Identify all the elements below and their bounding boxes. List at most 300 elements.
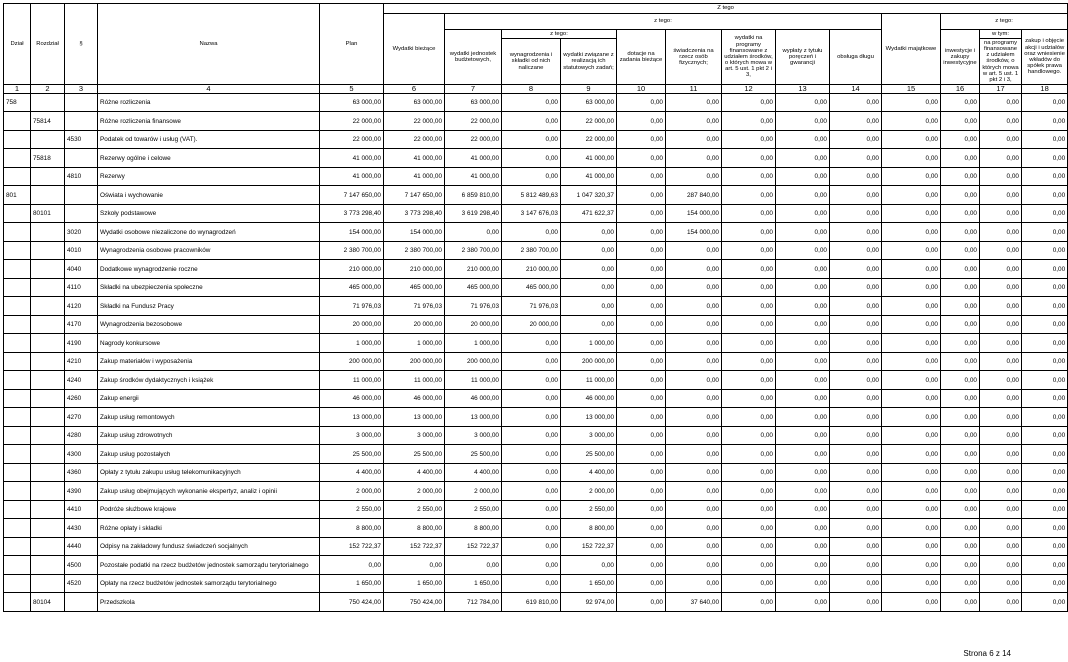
- programy-cell: 0,00: [722, 593, 776, 612]
- dzial-cell: [4, 519, 31, 538]
- dotacje-cell: 0,00: [617, 556, 666, 575]
- dzial-cell: 801: [4, 186, 31, 205]
- budget-table: [3, 3, 1068, 612]
- column-number: 8: [502, 85, 561, 94]
- zakup-akcji-cell: 0,00: [1022, 297, 1068, 316]
- obsluga-dlugu-cell: 0,00: [830, 334, 882, 353]
- wynagrodzenia-cell: 3 147 676,03: [502, 204, 561, 223]
- nazwa-cell: Odpisy na zakładowy fundusz świadczeń socjalnych: [98, 537, 320, 556]
- wydatki-biezace-cell: 465 000,00: [384, 278, 445, 297]
- swiadczenia-cell: 0,00: [666, 371, 722, 390]
- swiadczenia-cell: 0,00: [666, 556, 722, 575]
- programy-majatkowe-cell: 0,00: [980, 500, 1022, 519]
- wynagrodzenia-cell: 0,00: [502, 408, 561, 427]
- swiadczenia-cell: 0,00: [666, 93, 722, 112]
- table-row: [4, 537, 1068, 556]
- programy-majatkowe-cell: 0,00: [980, 93, 1022, 112]
- wydatki-biezace-cell: 200 000,00: [384, 352, 445, 371]
- paragraf-cell: 3020: [65, 223, 98, 242]
- zakup-akcji-cell: 0,00: [1022, 223, 1068, 242]
- nazwa-cell: Rezerwy: [98, 167, 320, 186]
- wydatki-biezace-cell: 3 773 298,40: [384, 204, 445, 223]
- column-number: 7: [445, 85, 502, 94]
- inwestycje-cell: 0,00: [941, 593, 980, 612]
- header-plan: Plan: [320, 4, 384, 85]
- rozdzial-cell: 80101: [31, 204, 65, 223]
- wydatki-majatkowe-cell: 0,00: [882, 204, 941, 223]
- paragraf-cell: [65, 204, 98, 223]
- poreczenia-cell: 0,00: [776, 241, 830, 260]
- obsluga-dlugu-cell: 0,00: [830, 408, 882, 427]
- paragraf-cell: 4430: [65, 519, 98, 538]
- rozdzial-cell: [31, 389, 65, 408]
- obsluga-dlugu-cell: 0,00: [830, 278, 882, 297]
- table-row: [4, 223, 1068, 242]
- nazwa-cell: Przedszkola: [98, 593, 320, 612]
- wydatki-jednostek-cell: 3 000,00: [445, 426, 502, 445]
- table-row: [4, 149, 1068, 168]
- dzial-cell: [4, 334, 31, 353]
- paragraf-cell: 4360: [65, 463, 98, 482]
- inwestycje-cell: 0,00: [941, 371, 980, 390]
- paragraf-cell: 4260: [65, 389, 98, 408]
- poreczenia-cell: 0,00: [776, 130, 830, 149]
- wydatki-biezace-cell: 11 000,00: [384, 371, 445, 390]
- programy-majatkowe-cell: 0,00: [980, 408, 1022, 427]
- wydatki-statutowe-cell: 2 550,00: [561, 500, 617, 519]
- table-row: [4, 112, 1068, 131]
- inwestycje-cell: 0,00: [941, 315, 980, 334]
- table-row: [4, 426, 1068, 445]
- plan-cell: 2 000,00: [320, 482, 384, 501]
- wydatki-jednostek-cell: 200 000,00: [445, 352, 502, 371]
- table-row: [4, 371, 1068, 390]
- inwestycje-cell: 0,00: [941, 167, 980, 186]
- wydatki-majatkowe-cell: 0,00: [882, 408, 941, 427]
- swiadczenia-cell: 0,00: [666, 352, 722, 371]
- poreczenia-cell: 0,00: [776, 223, 830, 242]
- plan-cell: 41 000,00: [320, 149, 384, 168]
- zakup-akcji-cell: 0,00: [1022, 574, 1068, 593]
- programy-majatkowe-cell: 0,00: [980, 371, 1022, 390]
- swiadczenia-cell: 0,00: [666, 297, 722, 316]
- rozdzial-cell: [31, 278, 65, 297]
- wydatki-biezace-cell: 41 000,00: [384, 167, 445, 186]
- nazwa-cell: Różne rozliczenia finansowe: [98, 112, 320, 131]
- wydatki-jednostek-cell: 712 784,00: [445, 593, 502, 612]
- dotacje-cell: 0,00: [617, 297, 666, 316]
- nazwa-cell: Składki na ubezpieczenia społeczne: [98, 278, 320, 297]
- header-paragraf: §: [65, 4, 98, 85]
- column-number: 12: [722, 85, 776, 94]
- poreczenia-cell: 0,00: [776, 389, 830, 408]
- table-row: [4, 167, 1068, 186]
- header-wynagrodzenia: wynagrodzenia i składki od nich naliczane: [502, 39, 561, 85]
- programy-cell: 0,00: [722, 500, 776, 519]
- paragraf-cell: 4500: [65, 556, 98, 575]
- obsluga-dlugu-cell: 0,00: [830, 112, 882, 131]
- column-number: 14: [830, 85, 882, 94]
- plan-cell: 22 000,00: [320, 112, 384, 131]
- programy-majatkowe-cell: 0,00: [980, 593, 1022, 612]
- swiadczenia-cell: 0,00: [666, 482, 722, 501]
- header-inwestycje: inwestycje i zakupy inwestycyjne: [941, 30, 980, 85]
- programy-cell: 0,00: [722, 315, 776, 334]
- table-row: [4, 500, 1068, 519]
- nazwa-cell: Wydatki osobowe niezaliczone do wynagrodzeń: [98, 223, 320, 242]
- wynagrodzenia-cell: 0,00: [502, 537, 561, 556]
- poreczenia-cell: 0,00: [776, 260, 830, 279]
- wydatki-majatkowe-cell: 0,00: [882, 537, 941, 556]
- inwestycje-cell: 0,00: [941, 130, 980, 149]
- poreczenia-cell: 0,00: [776, 482, 830, 501]
- header-swiadczenia: świadczenia na rzecz osób fizycznych;: [666, 30, 722, 85]
- header-nazwa: Nazwa: [98, 4, 320, 85]
- wydatki-statutowe-cell: 1 650,00: [561, 574, 617, 593]
- swiadczenia-cell: 287 840,00: [666, 186, 722, 205]
- swiadczenia-cell: 0,00: [666, 278, 722, 297]
- dzial-cell: [4, 574, 31, 593]
- zakup-akcji-cell: 0,00: [1022, 352, 1068, 371]
- dzial-cell: [4, 482, 31, 501]
- nazwa-cell: Rezerwy ogólne i celowe: [98, 149, 320, 168]
- obsluga-dlugu-cell: 0,00: [830, 593, 882, 612]
- rozdzial-cell: [31, 334, 65, 353]
- dotacje-cell: 0,00: [617, 130, 666, 149]
- header-w-tym: w tym:: [980, 30, 1022, 39]
- paragraf-cell: 4240: [65, 371, 98, 390]
- dzial-cell: [4, 260, 31, 279]
- wynagrodzenia-cell: 0,00: [502, 112, 561, 131]
- zakup-akcji-cell: 0,00: [1022, 408, 1068, 427]
- rozdzial-cell: [31, 297, 65, 316]
- wydatki-majatkowe-cell: 0,00: [882, 371, 941, 390]
- obsluga-dlugu-cell: 0,00: [830, 500, 882, 519]
- poreczenia-cell: 0,00: [776, 93, 830, 112]
- wydatki-majatkowe-cell: 0,00: [882, 260, 941, 279]
- obsluga-dlugu-cell: 0,00: [830, 260, 882, 279]
- poreczenia-cell: 0,00: [776, 426, 830, 445]
- table-row: [4, 463, 1068, 482]
- wydatki-statutowe-cell: 46 000,00: [561, 389, 617, 408]
- swiadczenia-cell: 154 000,00: [666, 204, 722, 223]
- wydatki-majatkowe-cell: 0,00: [882, 315, 941, 334]
- dzial-cell: [4, 352, 31, 371]
- rozdzial-cell: [31, 463, 65, 482]
- rozdzial-cell: [31, 426, 65, 445]
- wynagrodzenia-cell: 0,00: [502, 463, 561, 482]
- header-z-tego-majatkowe: z tego:: [941, 14, 1068, 30]
- paragraf-cell: 4010: [65, 241, 98, 260]
- table-row: [4, 445, 1068, 464]
- header-z-tego: Z tego: [384, 4, 1068, 14]
- header-programy-majatkowe: na programy finansowane z udziałem środków, o których mowa w art. 5 ust. 1 pkt 2 i 3,: [980, 39, 1022, 85]
- swiadczenia-cell: 0,00: [666, 500, 722, 519]
- programy-majatkowe-cell: 0,00: [980, 426, 1022, 445]
- inwestycje-cell: 0,00: [941, 556, 980, 575]
- wydatki-statutowe-cell: 0,00: [561, 241, 617, 260]
- paragraf-cell: 4040: [65, 260, 98, 279]
- wydatki-majatkowe-cell: 0,00: [882, 93, 941, 112]
- wydatki-jednostek-cell: 46 000,00: [445, 389, 502, 408]
- column-number: 11: [666, 85, 722, 94]
- dotacje-cell: 0,00: [617, 149, 666, 168]
- wydatki-statutowe-cell: 11 000,00: [561, 371, 617, 390]
- zakup-akcji-cell: 0,00: [1022, 186, 1068, 205]
- table-row: [4, 389, 1068, 408]
- header-wyplaty-poreczen: wypłaty z tytułu poręczeń i gwarancji: [776, 30, 830, 85]
- table-header: [4, 4, 1068, 94]
- poreczenia-cell: 0,00: [776, 445, 830, 464]
- programy-cell: 0,00: [722, 130, 776, 149]
- programy-cell: 0,00: [722, 204, 776, 223]
- dzial-cell: [4, 204, 31, 223]
- wydatki-majatkowe-cell: 0,00: [882, 186, 941, 205]
- swiadczenia-cell: 0,00: [666, 260, 722, 279]
- poreczenia-cell: 0,00: [776, 408, 830, 427]
- plan-cell: 46 000,00: [320, 389, 384, 408]
- obsluga-dlugu-cell: 0,00: [830, 223, 882, 242]
- obsluga-dlugu-cell: 0,00: [830, 352, 882, 371]
- wydatki-jednostek-cell: 0,00: [445, 556, 502, 575]
- table-row: [4, 93, 1068, 112]
- zakup-akcji-cell: 0,00: [1022, 556, 1068, 575]
- column-number: 4: [98, 85, 320, 94]
- dotacje-cell: 0,00: [617, 482, 666, 501]
- paragraf-cell: 4410: [65, 500, 98, 519]
- inwestycje-cell: 0,00: [941, 278, 980, 297]
- wydatki-statutowe-cell: 200 000,00: [561, 352, 617, 371]
- swiadczenia-cell: 0,00: [666, 574, 722, 593]
- header-z-tego-biezace: z tego:: [445, 14, 882, 30]
- wydatki-biezace-cell: 2 380 700,00: [384, 241, 445, 260]
- programy-majatkowe-cell: 0,00: [980, 241, 1022, 260]
- wydatki-statutowe-cell: 152 722,37: [561, 537, 617, 556]
- rozdzial-cell: [31, 537, 65, 556]
- wynagrodzenia-cell: 0,00: [502, 167, 561, 186]
- wydatki-statutowe-cell: 92 974,00: [561, 593, 617, 612]
- inwestycje-cell: 0,00: [941, 112, 980, 131]
- nazwa-cell: Zakup materiałów i wyposażenia: [98, 352, 320, 371]
- rozdzial-cell: [31, 223, 65, 242]
- wydatki-statutowe-cell: 471 622,37: [561, 204, 617, 223]
- rozdzial-cell: 75814: [31, 112, 65, 131]
- inwestycje-cell: 0,00: [941, 463, 980, 482]
- poreczenia-cell: 0,00: [776, 186, 830, 205]
- swiadczenia-cell: 0,00: [666, 167, 722, 186]
- wydatki-jednostek-cell: 20 000,00: [445, 315, 502, 334]
- programy-majatkowe-cell: 0,00: [980, 204, 1022, 223]
- nazwa-cell: Wynagrodzenia bezosobowe: [98, 315, 320, 334]
- dotacje-cell: 0,00: [617, 519, 666, 538]
- wydatki-biezace-cell: 154 000,00: [384, 223, 445, 242]
- dotacje-cell: 0,00: [617, 93, 666, 112]
- wydatki-jednostek-cell: 4 400,00: [445, 463, 502, 482]
- dzial-cell: [4, 389, 31, 408]
- inwestycje-cell: 0,00: [941, 223, 980, 242]
- zakup-akcji-cell: 0,00: [1022, 426, 1068, 445]
- wydatki-biezace-cell: 22 000,00: [384, 130, 445, 149]
- programy-cell: 0,00: [722, 482, 776, 501]
- wydatki-statutowe-cell: 8 800,00: [561, 519, 617, 538]
- paragraf-cell: [65, 186, 98, 205]
- nazwa-cell: Zakup środków dydaktycznych i książek: [98, 371, 320, 390]
- wydatki-biezace-cell: 22 000,00: [384, 112, 445, 131]
- rozdzial-cell: [31, 371, 65, 390]
- wydatki-majatkowe-cell: 0,00: [882, 389, 941, 408]
- poreczenia-cell: 0,00: [776, 297, 830, 316]
- wydatki-biezace-cell: 0,00: [384, 556, 445, 575]
- paragraf-cell: 4530: [65, 130, 98, 149]
- paragraf-cell: 4210: [65, 352, 98, 371]
- plan-cell: 1 650,00: [320, 574, 384, 593]
- plan-cell: 152 722,37: [320, 537, 384, 556]
- table-row: [4, 593, 1068, 612]
- poreczenia-cell: 0,00: [776, 500, 830, 519]
- programy-cell: 0,00: [722, 278, 776, 297]
- poreczenia-cell: 0,00: [776, 556, 830, 575]
- wydatki-jednostek-cell: 22 000,00: [445, 112, 502, 131]
- poreczenia-cell: 0,00: [776, 352, 830, 371]
- paragraf-cell: [65, 593, 98, 612]
- table-row: [4, 204, 1068, 223]
- column-number: 13: [776, 85, 830, 94]
- zakup-akcji-cell: 0,00: [1022, 593, 1068, 612]
- wynagrodzenia-cell: 20 000,00: [502, 315, 561, 334]
- wydatki-statutowe-cell: 13 000,00: [561, 408, 617, 427]
- paragraf-cell: 4300: [65, 445, 98, 464]
- dotacje-cell: 0,00: [617, 426, 666, 445]
- nazwa-cell: Zakup usług pozostałych: [98, 445, 320, 464]
- rozdzial-cell: [31, 130, 65, 149]
- wynagrodzenia-cell: 0,00: [502, 334, 561, 353]
- inwestycje-cell: 0,00: [941, 482, 980, 501]
- rozdzial-cell: [31, 241, 65, 260]
- wydatki-jednostek-cell: 22 000,00: [445, 130, 502, 149]
- wydatki-jednostek-cell: 2 380 700,00: [445, 241, 502, 260]
- dotacje-cell: 0,00: [617, 500, 666, 519]
- dzial-cell: [4, 371, 31, 390]
- paragraf-cell: 4190: [65, 334, 98, 353]
- zakup-akcji-cell: 0,00: [1022, 537, 1068, 556]
- programy-cell: 0,00: [722, 260, 776, 279]
- nazwa-cell: Podróże służbowe krajowe: [98, 500, 320, 519]
- dzial-cell: [4, 500, 31, 519]
- wydatki-jednostek-cell: 0,00: [445, 223, 502, 242]
- programy-cell: 0,00: [722, 241, 776, 260]
- dzial-cell: [4, 315, 31, 334]
- nazwa-cell: Nagrody konkursowe: [98, 334, 320, 353]
- swiadczenia-cell: 0,00: [666, 408, 722, 427]
- poreczenia-cell: 0,00: [776, 519, 830, 538]
- poreczenia-cell: 0,00: [776, 278, 830, 297]
- header-zakup-akcji: zakup i objęcie akcji i udziałów oraz wniesienie wkładów do spółek prawa handlowego.: [1022, 30, 1068, 85]
- paragraf-cell: 4270: [65, 408, 98, 427]
- swiadczenia-cell: 154 000,00: [666, 223, 722, 242]
- obsluga-dlugu-cell: 0,00: [830, 426, 882, 445]
- dzial-cell: [4, 130, 31, 149]
- wynagrodzenia-cell: 0,00: [502, 389, 561, 408]
- plan-cell: 11 000,00: [320, 371, 384, 390]
- zakup-akcji-cell: 0,00: [1022, 112, 1068, 131]
- programy-majatkowe-cell: 0,00: [980, 334, 1022, 353]
- programy-majatkowe-cell: 0,00: [980, 260, 1022, 279]
- plan-cell: 8 800,00: [320, 519, 384, 538]
- nazwa-cell: Wynagrodzenia osobowe pracowników: [98, 241, 320, 260]
- wydatki-biezace-cell: 41 000,00: [384, 149, 445, 168]
- header-wydatki-statutowe: wydatki związane z realizacją ich statutowych zadań;: [561, 39, 617, 85]
- wydatki-statutowe-cell: 3 000,00: [561, 426, 617, 445]
- wydatki-majatkowe-cell: 0,00: [882, 278, 941, 297]
- swiadczenia-cell: 0,00: [666, 241, 722, 260]
- header-obsluga-dlugu: obsługa długu: [830, 30, 882, 85]
- wydatki-jednostek-cell: 13 000,00: [445, 408, 502, 427]
- programy-majatkowe-cell: 0,00: [980, 149, 1022, 168]
- dotacje-cell: 0,00: [617, 241, 666, 260]
- programy-majatkowe-cell: 0,00: [980, 537, 1022, 556]
- rozdzial-cell: [31, 519, 65, 538]
- rozdzial-cell: [31, 167, 65, 186]
- programy-majatkowe-cell: 0,00: [980, 556, 1022, 575]
- obsluga-dlugu-cell: 0,00: [830, 186, 882, 205]
- dzial-cell: [4, 223, 31, 242]
- column-number: 2: [31, 85, 65, 94]
- paragraf-cell: 4110: [65, 278, 98, 297]
- dzial-cell: [4, 241, 31, 260]
- rozdzial-cell: [31, 93, 65, 112]
- wydatki-jednostek-cell: 11 000,00: [445, 371, 502, 390]
- plan-cell: 0,00: [320, 556, 384, 575]
- wynagrodzenia-cell: 0,00: [502, 371, 561, 390]
- obsluga-dlugu-cell: 0,00: [830, 93, 882, 112]
- wydatki-statutowe-cell: 0,00: [561, 297, 617, 316]
- dotacje-cell: 0,00: [617, 204, 666, 223]
- header-dzial: Dział: [4, 4, 31, 85]
- inwestycje-cell: 0,00: [941, 389, 980, 408]
- programy-cell: 0,00: [722, 389, 776, 408]
- table-row: [4, 519, 1068, 538]
- wydatki-majatkowe-cell: 0,00: [882, 352, 941, 371]
- swiadczenia-cell: 0,00: [666, 112, 722, 131]
- zakup-akcji-cell: 0,00: [1022, 315, 1068, 334]
- wynagrodzenia-cell: 465 000,00: [502, 278, 561, 297]
- inwestycje-cell: 0,00: [941, 408, 980, 427]
- programy-cell: 0,00: [722, 371, 776, 390]
- paragraf-cell: 4280: [65, 426, 98, 445]
- wydatki-statutowe-cell: 0,00: [561, 223, 617, 242]
- plan-cell: 3 000,00: [320, 426, 384, 445]
- wydatki-statutowe-cell: 4 400,00: [561, 463, 617, 482]
- nazwa-cell: Oświata i wychowanie: [98, 186, 320, 205]
- paragraf-cell: 4440: [65, 537, 98, 556]
- wydatki-jednostek-cell: 41 000,00: [445, 149, 502, 168]
- rozdzial-cell: [31, 556, 65, 575]
- zakup-akcji-cell: 0,00: [1022, 334, 1068, 353]
- swiadczenia-cell: 0,00: [666, 389, 722, 408]
- wydatki-majatkowe-cell: 0,00: [882, 445, 941, 464]
- wydatki-jednostek-cell: 3 619 298,40: [445, 204, 502, 223]
- table-row: [4, 574, 1068, 593]
- dotacje-cell: 0,00: [617, 463, 666, 482]
- dotacje-cell: 0,00: [617, 315, 666, 334]
- inwestycje-cell: 0,00: [941, 241, 980, 260]
- paragraf-cell: 4390: [65, 482, 98, 501]
- wydatki-statutowe-cell: 1 000,00: [561, 334, 617, 353]
- dotacje-cell: 0,00: [617, 278, 666, 297]
- wydatki-majatkowe-cell: 0,00: [882, 112, 941, 131]
- wynagrodzenia-cell: 619 810,00: [502, 593, 561, 612]
- wydatki-majatkowe-cell: 0,00: [882, 223, 941, 242]
